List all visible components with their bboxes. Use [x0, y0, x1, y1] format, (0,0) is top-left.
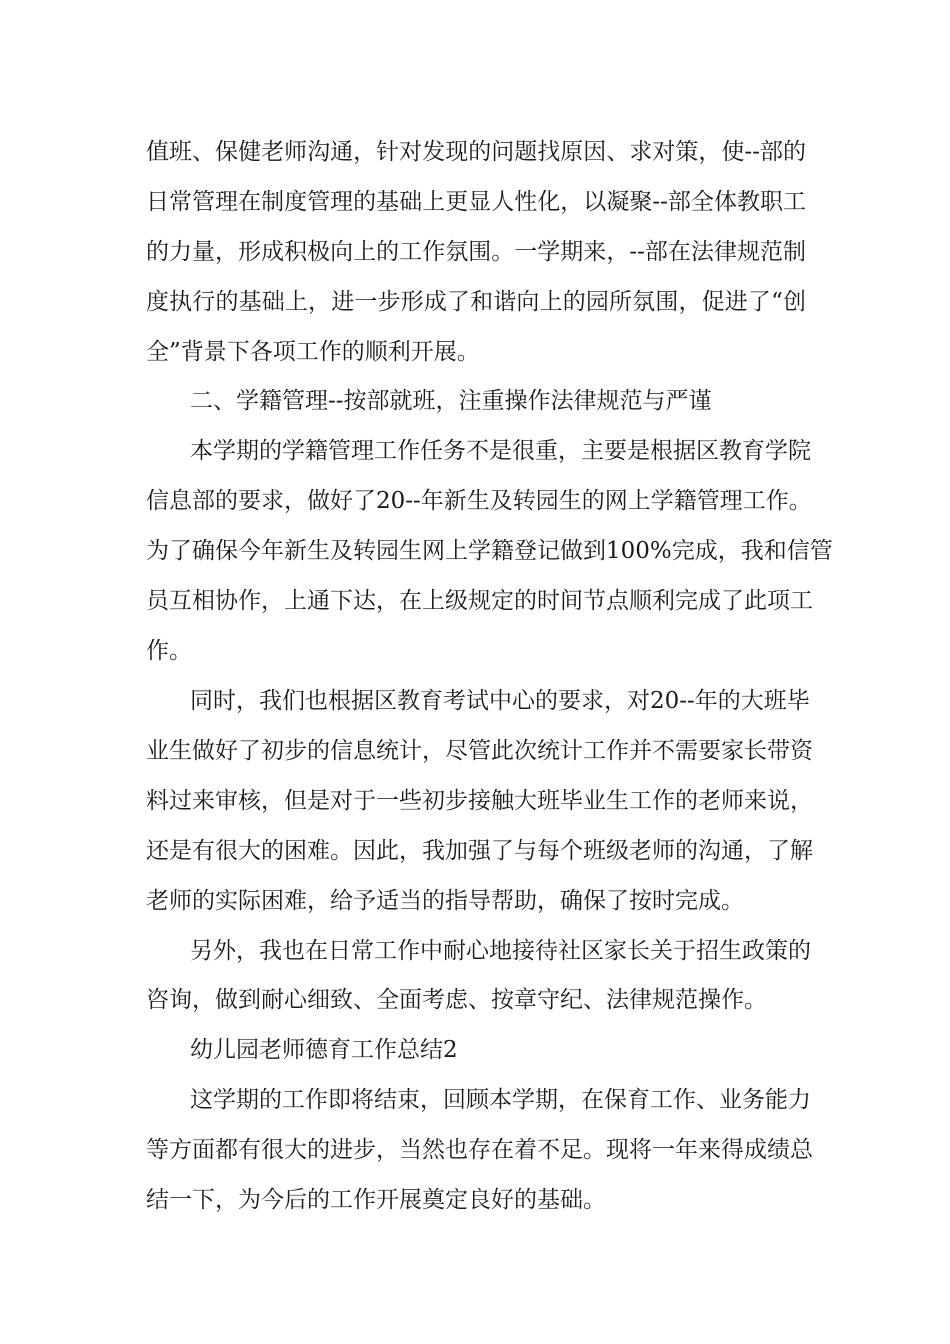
section-heading: 二、学籍管理--按部就班，注重操作法律规范与严谨	[190, 388, 712, 414]
text-line: 为了确保今年新生及转园生网上学籍登记做到100%完成，我和信管	[146, 538, 833, 564]
text-line: 结一下，为今后的工作开展奠定良好的基础。	[146, 1187, 606, 1213]
text-line: 业生做好了初步的信息统计，尽管此次统计工作并不需要家长带资	[146, 738, 813, 764]
text-line: 咨询，做到耐心细致、全面考虑、按章守纪、法律规范操作。	[146, 987, 767, 1013]
text-line: 值班、保健老师沟通，针对发现的问题找原因、求对策，使--部的	[146, 139, 806, 165]
text-line: 作。	[146, 638, 192, 664]
text-line: 员互相协作，上通下达，在上级规定的时间节点顺利完成了此项工	[146, 588, 813, 614]
text-line: 等方面都有很大的进步，当然也存在着不足。现将一年来得成绩总	[146, 1137, 813, 1163]
text-line: 同时，我们也根据区教育考试中心的要求，对20--年的大班毕	[190, 688, 810, 714]
text-line: 料过来审核，但是对于一些初步接触大班毕业生工作的老师来说，	[146, 788, 813, 814]
text-line: 老师的实际困难，给予适当的指导帮助，确保了按时完成。	[146, 888, 744, 914]
text-line: 本学期的学籍管理工作任务不是很重，主要是根据区教育学院	[190, 438, 811, 464]
text-line: 信息部的要求，做好了20--年新生及转园生的网上学籍管理工作。	[146, 488, 812, 514]
text-line: 还是有很大的困难。因此，我加强了与每个班级老师的沟通，了解	[146, 838, 813, 864]
text-line: 另外，我也在日常工作中耐心地接待社区家长关于招生政策的	[190, 938, 811, 964]
text-line: 的力量，形成积极向上的工作氛围。一学期来，--部在法律规范制	[146, 239, 806, 265]
text-line: 这学期的工作即将结束，回顾本学期，在保育工作、业务能力	[190, 1087, 811, 1113]
section-heading: 幼儿园老师德育工作总结2	[190, 1037, 458, 1063]
text-line: 全”背景下各项工作的顺利开展。	[146, 339, 480, 365]
text-line: 度执行的基础上，进一步形成了和谐向上的园所氛围，促进了“创	[146, 289, 806, 315]
text-line: 日常管理在制度管理的基础上更显人性化，以凝聚--部全体教职工	[146, 189, 806, 215]
